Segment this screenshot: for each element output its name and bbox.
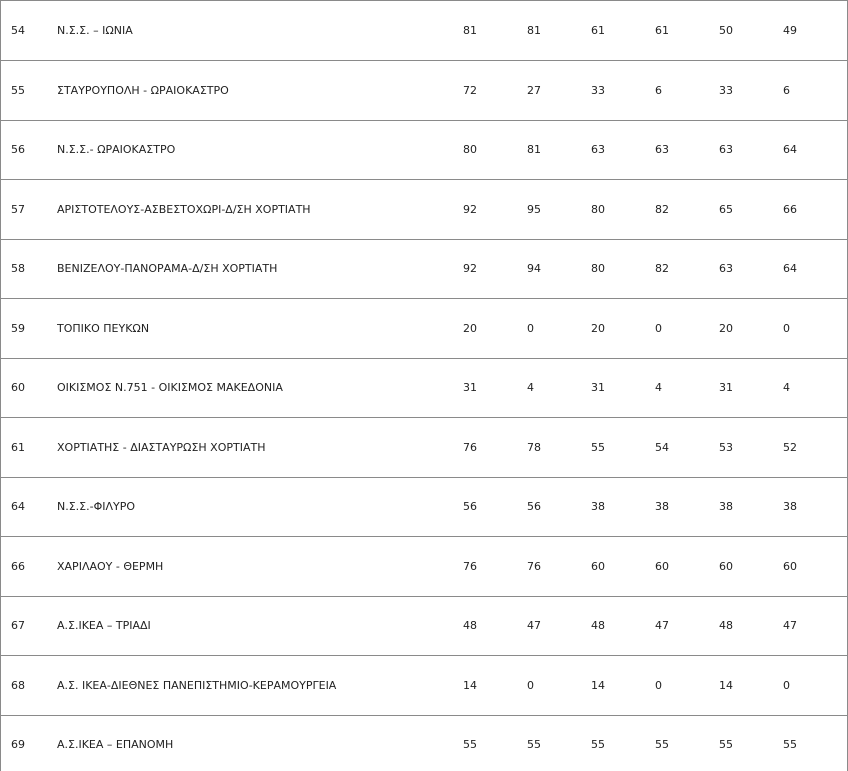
value-cell-6: 52 — [783, 418, 847, 478]
value-cell-3: 20 — [591, 299, 655, 359]
value-cell-2: 56 — [527, 477, 591, 537]
route-name-cell: ΧΟΡΤΙΑΤΗΣ - ΔΙΑΣΤΑΥΡΩΣΗ ΧΟΡΤΙΑΤΗ — [57, 418, 463, 478]
route-name-cell: ΟΙΚΙΣΜΟΣ Ν.751 - ΟΙΚΙΣΜΟΣ ΜΑΚΕΔΟΝΙΑ — [57, 358, 463, 418]
value-cell-2: 94 — [527, 239, 591, 299]
value-cell-6: 60 — [783, 537, 847, 597]
route-name-cell: ΣΤΑΥΡΟΥΠΟΛΗ - ΩΡΑΙΟΚΑΣΤΡΟ — [57, 61, 463, 121]
value-cell-5: 31 — [719, 358, 783, 418]
table-row — [1, 477, 847, 537]
value-cell-5: 63 — [719, 239, 783, 299]
value-cell-6: 55 — [783, 715, 847, 771]
value-cell-3: 63 — [591, 120, 655, 180]
table-row — [1, 1, 847, 61]
value-cell-5: 63 — [719, 120, 783, 180]
value-cell-1: 76 — [463, 418, 527, 478]
route-number-cell: 68 — [1, 656, 57, 716]
value-cell-4: 82 — [655, 239, 719, 299]
value-cell-5: 33 — [719, 61, 783, 121]
route-number-cell: 59 — [1, 299, 57, 359]
route-number-cell: 61 — [1, 418, 57, 478]
value-cell-1: 48 — [463, 596, 527, 656]
value-cell-1: 72 — [463, 61, 527, 121]
value-cell-1: 80 — [463, 120, 527, 180]
route-name-cell: Ν.Σ.Σ. – ΙΩΝΙΑ — [57, 1, 463, 61]
value-cell-4: 6 — [655, 61, 719, 121]
route-number-cell: 54 — [1, 1, 57, 61]
value-cell-4: 61 — [655, 1, 719, 61]
table-row — [1, 180, 847, 240]
value-cell-5: 50 — [719, 1, 783, 61]
value-cell-5: 55 — [719, 715, 783, 771]
value-cell-4: 54 — [655, 418, 719, 478]
value-cell-5: 65 — [719, 180, 783, 240]
table-row — [1, 418, 847, 478]
value-cell-5: 14 — [719, 656, 783, 716]
value-cell-5: 20 — [719, 299, 783, 359]
table-row — [1, 358, 847, 418]
value-cell-4: 38 — [655, 477, 719, 537]
value-cell-2: 78 — [527, 418, 591, 478]
value-cell-6: 47 — [783, 596, 847, 656]
table-row — [1, 299, 847, 359]
value-cell-3: 38 — [591, 477, 655, 537]
table-row — [1, 596, 847, 656]
route-number-cell: 66 — [1, 537, 57, 597]
route-number-cell: 64 — [1, 477, 57, 537]
value-cell-4: 82 — [655, 180, 719, 240]
value-cell-3: 61 — [591, 1, 655, 61]
route-name-cell: Α.Σ. ΙΚΕΑ-ΔΙΕΘΝΕΣ ΠΑΝΕΠΙΣΤΗΜΙΟ-ΚΕΡΑΜΟΥΡΓΕΙΑ — [57, 656, 463, 716]
value-cell-3: 80 — [591, 239, 655, 299]
value-cell-5: 48 — [719, 596, 783, 656]
value-cell-1: 92 — [463, 180, 527, 240]
value-cell-1: 55 — [463, 715, 527, 771]
route-name-cell: Α.Σ.ΙΚΕΑ – ΕΠΑΝΟΜΗ — [57, 715, 463, 771]
value-cell-3: 14 — [591, 656, 655, 716]
table-row — [1, 239, 847, 299]
value-cell-2: 95 — [527, 180, 591, 240]
value-cell-2: 4 — [527, 358, 591, 418]
route-number-cell: 56 — [1, 120, 57, 180]
value-cell-6: 64 — [783, 239, 847, 299]
value-cell-2: 81 — [527, 1, 591, 61]
route-number-cell: 57 — [1, 180, 57, 240]
route-name-cell: ΤΟΠΙΚΟ ΠΕΥΚΩΝ — [57, 299, 463, 359]
route-number-cell: 67 — [1, 596, 57, 656]
value-cell-3: 33 — [591, 61, 655, 121]
value-cell-1: 31 — [463, 358, 527, 418]
value-cell-5: 38 — [719, 477, 783, 537]
routes-table-body — [1, 1, 847, 771]
value-cell-3: 31 — [591, 358, 655, 418]
value-cell-1: 14 — [463, 656, 527, 716]
value-cell-2: 81 — [527, 120, 591, 180]
value-cell-1: 76 — [463, 537, 527, 597]
value-cell-3: 60 — [591, 537, 655, 597]
table-row — [1, 61, 847, 121]
value-cell-4: 0 — [655, 299, 719, 359]
value-cell-4: 63 — [655, 120, 719, 180]
value-cell-4: 4 — [655, 358, 719, 418]
route-number-cell: 60 — [1, 358, 57, 418]
value-cell-3: 48 — [591, 596, 655, 656]
value-cell-3: 80 — [591, 180, 655, 240]
route-name-cell: Α.Σ.ΙΚΕΑ – ΤΡΙΑΔΙ — [57, 596, 463, 656]
table-row — [1, 537, 847, 597]
value-cell-6: 0 — [783, 656, 847, 716]
value-cell-6: 0 — [783, 299, 847, 359]
value-cell-6: 38 — [783, 477, 847, 537]
route-number-cell: 58 — [1, 239, 57, 299]
value-cell-2: 55 — [527, 715, 591, 771]
value-cell-6: 6 — [783, 61, 847, 121]
value-cell-2: 27 — [527, 61, 591, 121]
table-row — [1, 120, 847, 180]
route-name-cell: ΑΡΙΣΤΟΤΕΛΟΥΣ-ΑΣΒΕΣΤΟΧΩΡΙ-Δ/ΣΗ ΧΟΡΤΙΑΤΗ — [57, 180, 463, 240]
value-cell-4: 55 — [655, 715, 719, 771]
value-cell-4: 0 — [655, 656, 719, 716]
value-cell-6: 49 — [783, 1, 847, 61]
route-name-cell: Ν.Σ.Σ.-ΦΙΛΥΡΟ — [57, 477, 463, 537]
table-row — [1, 656, 847, 716]
value-cell-4: 47 — [655, 596, 719, 656]
value-cell-5: 60 — [719, 537, 783, 597]
value-cell-6: 64 — [783, 120, 847, 180]
routes-table — [1, 1, 847, 771]
value-cell-1: 20 — [463, 299, 527, 359]
value-cell-4: 60 — [655, 537, 719, 597]
table-row — [1, 715, 847, 771]
value-cell-3: 55 — [591, 418, 655, 478]
value-cell-5: 53 — [719, 418, 783, 478]
route-number-cell: 69 — [1, 715, 57, 771]
value-cell-2: 0 — [527, 656, 591, 716]
value-cell-2: 47 — [527, 596, 591, 656]
value-cell-1: 56 — [463, 477, 527, 537]
value-cell-2: 76 — [527, 537, 591, 597]
value-cell-3: 55 — [591, 715, 655, 771]
value-cell-1: 81 — [463, 1, 527, 61]
value-cell-6: 4 — [783, 358, 847, 418]
value-cell-1: 92 — [463, 239, 527, 299]
value-cell-2: 0 — [527, 299, 591, 359]
value-cell-6: 66 — [783, 180, 847, 240]
route-number-cell: 55 — [1, 61, 57, 121]
route-name-cell: ΧΑΡΙΛΑΟΥ - ΘΕΡΜΗ — [57, 537, 463, 597]
route-name-cell: ΒΕΝΙΖΕΛΟΥ-ΠΑΝΟΡΑΜΑ-Δ/ΣΗ ΧΟΡΤΙΑΤΗ — [57, 239, 463, 299]
route-name-cell: Ν.Σ.Σ.- ΩΡΑΙΟΚΑΣΤΡΟ — [57, 120, 463, 180]
